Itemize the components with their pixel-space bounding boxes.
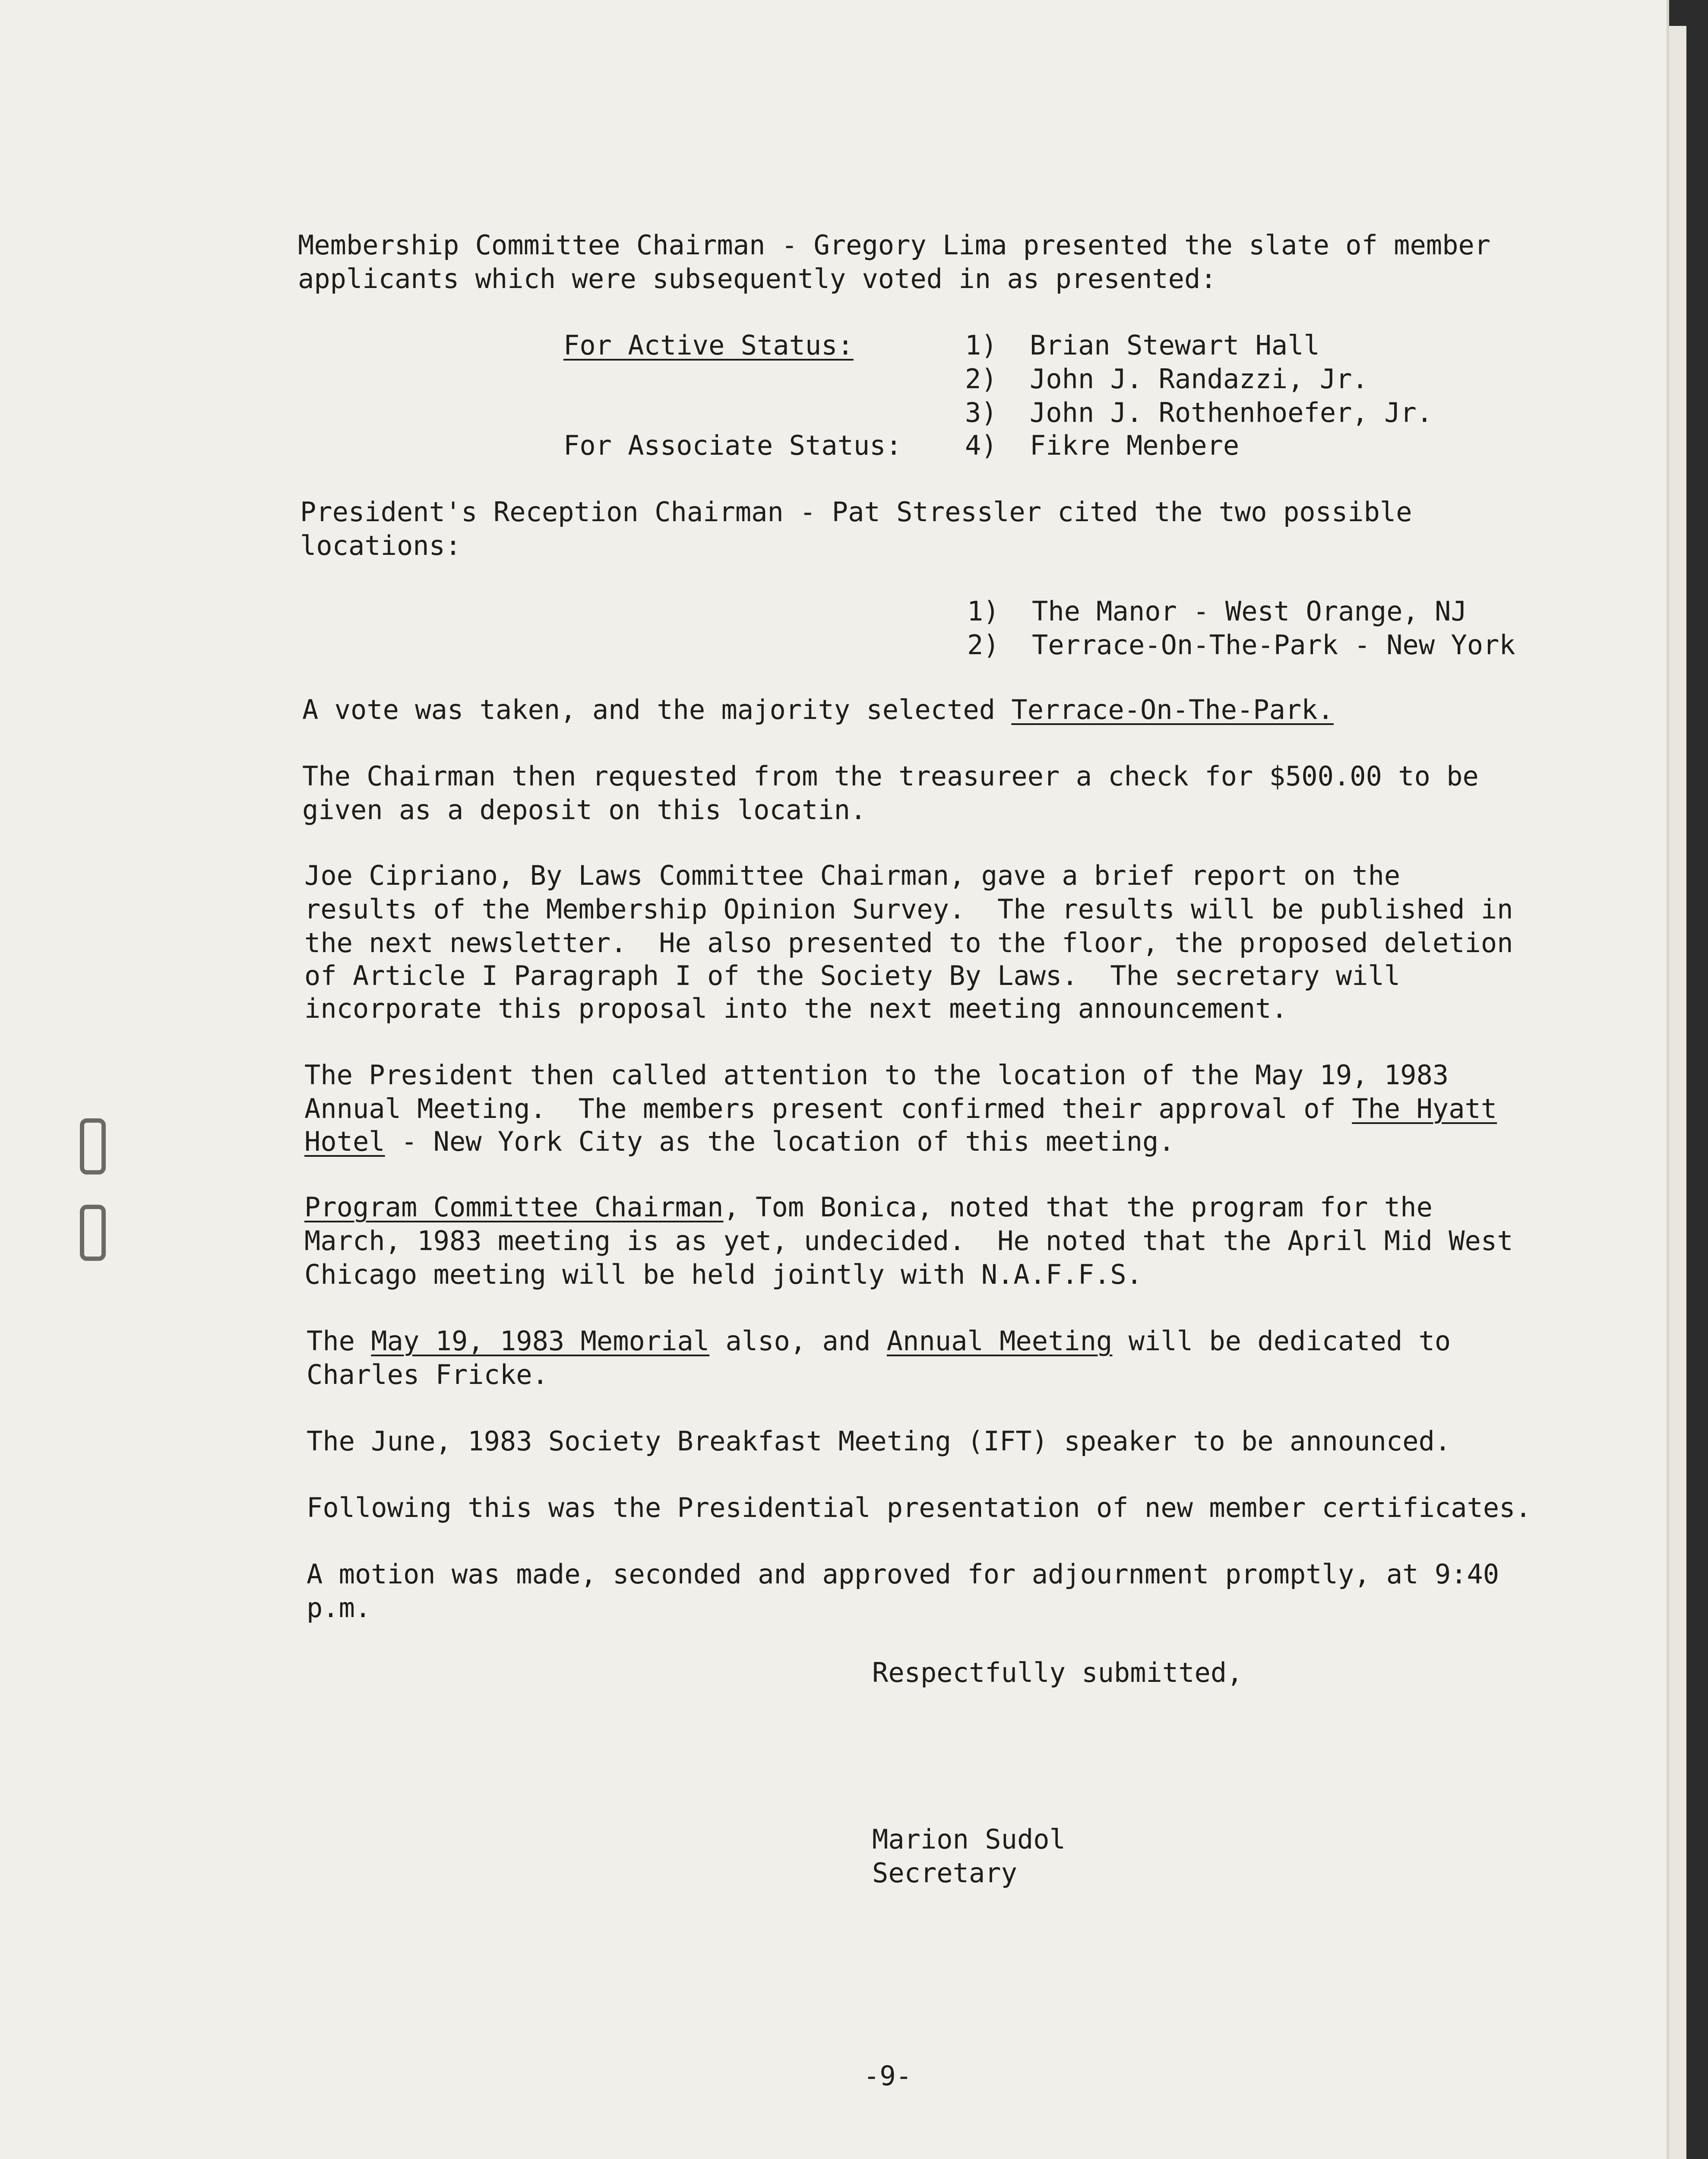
vote-line [302,693,1334,726]
member-name-4: Fikre Menbere [1030,430,1240,461]
member-name-1: Brian Stewart Hall [1030,329,1320,361]
bylaws-line-4: of Article I Paragraph I of the Society By Laws. The secretary will [304,960,1401,991]
deposit-line-2: given as a deposit on this locatin. [302,794,867,826]
memorial-line-1 [307,1325,1451,1358]
member-name-3: John J. Rothenhoefer, Jr. [1030,397,1433,428]
bylaws-line-1: Joe Cipriano, By Laws Committee Chairman, gave a brief report on the [304,860,1401,891]
membership-line-1: Membership Committee Chairman - Gregory Lima presented the slate of member [298,229,1491,261]
vote-choice: Terrace-On-The-Park. [1011,694,1334,725]
associate-status-label: For Associate Status: [563,430,902,461]
hotel-underlined: Hotel [304,1126,385,1157]
adjourn-line-2: p.m. [307,1592,371,1624]
vote-prefix: A vote was taken, and the majority selected [302,694,1012,725]
program-line-3: Chicago meeting will be held jointly with N.A.F.F.S. [304,1259,1143,1290]
bylaws-line-3: the next newsletter. He also presented to the floor, the proposed deletion [304,927,1513,959]
signer-name: Marion Sudol [872,1823,1066,1855]
location-name-2: Terrace-On-The-Park - New York [1032,629,1515,661]
page-edge [1669,26,1686,2159]
membership-line-2: applicants which were subsequently voted in as presented: [298,263,1217,294]
memorial-line-2: Charles Fricke. [307,1359,548,1390]
memorial-suffix: will be dedicated to [1112,1325,1451,1357]
reception-line-2: locations: [300,530,462,561]
bylaws-line-5: incorporate this proposal into the next meeting announcement. [304,993,1287,1024]
annual-meeting-underlined: Annual Meeting [886,1325,1113,1357]
program-line-2: March, 1983 meeting is as yet, undecided. He noted that the April Mid West [304,1225,1513,1257]
annual-line-3-text: - New York City as the location of this meeting. [385,1126,1175,1157]
program-chairman-underlined: Program Committee Chairman [304,1191,724,1223]
page-number: -9- [863,2060,912,2092]
member-num-4: 4) [965,430,997,461]
certificates-line: Following this was the Presidential presentation of new member certificates. [307,1492,1531,1523]
bylaws-line-2: results of the Membership Opinion Survey. The results will be published in [304,893,1513,925]
program-line-1 [304,1191,1433,1224]
reception-line-1: President's Reception Chairman - Pat Stressler cited the two possible [300,496,1412,528]
signer-title: Secretary [872,1857,1017,1889]
member-num-1: 1) [965,329,997,361]
location-name-1: The Manor - West Orange, NJ [1032,595,1467,627]
adjourn-line-1: A motion was made, seconded and approved for adjournment promptly, at 9:40 [307,1558,1499,1590]
active-status-label: For Active Status: [563,329,854,361]
program-line-1-text: , Tom Bonica, noted that the program for the [723,1191,1433,1223]
closing-salutation: Respectfully submitted, [872,1657,1243,1688]
annual-line-2 [304,1092,1497,1125]
annual-line-1: The President then called attention to the location of the May 19, 1983 [304,1059,1449,1091]
deposit-line-1: The Chairman then requested from the treasureer a check for $500.00 to be [302,760,1479,792]
memorial-date-underlined: May 19, 1983 Memorial [371,1325,710,1357]
memorial-prefix: The [307,1325,371,1357]
location-num-1: 1) [967,595,999,627]
location-num-2: 2) [967,629,999,661]
member-name-2: John J. Randazzi, Jr. [1030,363,1368,395]
breakfast-line: The June, 1983 Society Breakfast Meeting (IFT) speaker to be announced. [307,1425,1451,1457]
annual-line-3 [304,1125,1175,1158]
annual-line-2-text: Annual Meeting. The members present confirmed their approval of [304,1093,1352,1124]
member-num-3: 3) [965,397,997,428]
hyatt-underlined: The Hyatt [1352,1093,1497,1124]
member-num-2: 2) [965,363,997,395]
memorial-mid: also, and [709,1325,887,1357]
